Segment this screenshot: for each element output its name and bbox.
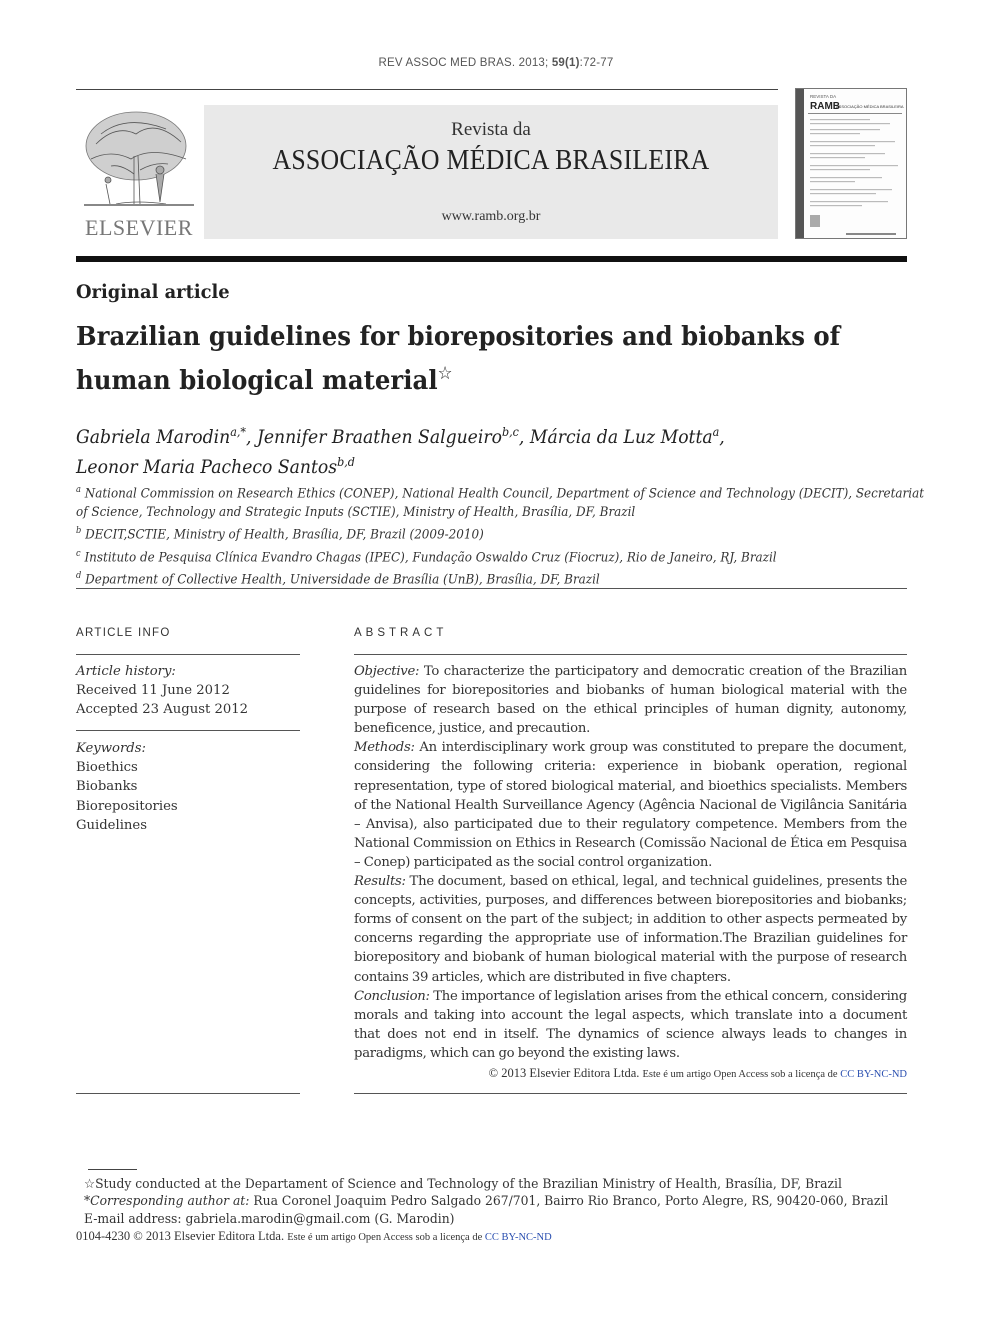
affiliation-d xyxy=(76,567,841,590)
footnote-star-icon: ☆ xyxy=(84,1177,96,1192)
affiliation-text: National Commission on Research Ethics (CONEP), National Health Council, Department of Science and Technology (DECIT), Secretariat xyxy=(84,486,925,502)
affiliations xyxy=(76,481,925,590)
accepted-date: Accepted 23 August 2012 xyxy=(76,702,249,718)
abstract-conclusion xyxy=(354,987,907,1063)
footnote-study xyxy=(84,1176,873,1193)
journal-reference xyxy=(0,57,992,69)
author-list: Gabriela Marodin$^{a,*}$, Jennifer Braathen Salgueiro$^{b,c}$, Márcia da Luz Motta$^a$, Leonor Maria Pacheco Santos$^{b,d}$ xyxy=(76,425,725,479)
author-name[interactable]: Márcia da Luz Motta xyxy=(529,427,713,449)
elsevier-logo xyxy=(76,104,202,240)
header-thick-rule xyxy=(76,256,907,262)
affiliation-mark: d xyxy=(76,571,82,582)
keywords-block xyxy=(76,739,178,835)
section-divider xyxy=(76,588,907,589)
abstract-results xyxy=(354,872,907,987)
abstract-rule xyxy=(354,654,907,655)
journal-ref-volume: 59(1) xyxy=(551,57,580,69)
abstract-body xyxy=(354,662,907,1063)
title-line-1: Brazilian guidelines for biorepositories and biobanks of xyxy=(76,321,841,352)
footnote-label: Corresponding author at: xyxy=(90,1194,250,1210)
abstract-heading: ABSTRACT xyxy=(354,627,448,639)
abstract-section-label: Objective: xyxy=(354,664,420,679)
footnote-mark: * xyxy=(84,1194,91,1210)
copyright-text: © 2013 Elsevier Editora Ltda. xyxy=(488,1066,643,1080)
affiliation-c xyxy=(76,545,841,568)
abstract-section-label: Results: xyxy=(354,874,406,890)
title-line-2: human biological material xyxy=(76,364,438,396)
affiliation-b xyxy=(76,522,841,545)
license-link[interactable]: CC BY-NC-ND xyxy=(484,1232,552,1243)
keyword: Biobanks xyxy=(76,779,138,795)
masthead-journal-name: ASSOCIAÇÃO MÉDICA BRASILEIRA xyxy=(272,145,710,176)
author-affiliation-mark[interactable]: a xyxy=(712,425,720,439)
author-name[interactable]: Gabriela Marodin xyxy=(76,427,231,449)
footnote-rule xyxy=(88,1169,137,1170)
article-info-rule xyxy=(76,654,300,655)
affiliation-mark: c xyxy=(76,548,81,559)
abstract-section-label: Methods: xyxy=(354,740,415,756)
abstract-copyright xyxy=(354,1066,907,1081)
article-history xyxy=(76,662,248,720)
elsevier-wordmark: ELSEVIER xyxy=(85,215,193,240)
affiliation-text: Instituto de Pesquisa Clínica Evandro Chagas (IPEC), Fundação Oswaldo Cruz (Fiocruz), Rio de Janeiro, RJ, Brazil xyxy=(84,549,777,565)
abstract-section-text: The document, based on ethical, legal, and technical guidelines, presents the concepts, activities, purposes, and differences between biorepositories and biobanks; forms of consent on the part of the subject; in addition to other aspects permeated by concerns regarding the appropriate use of information.The Brazilian guidelines for biorepository and biobank of human biological material with the purpose of research contains 39 articles, which are distributed in five chapters. xyxy=(354,874,907,985)
keyword: Biorepositories xyxy=(76,798,178,814)
abstract-rule xyxy=(354,1093,907,1094)
author-name[interactable]: Jennifer Braathen Salgueiro xyxy=(256,427,502,449)
abstract-objective xyxy=(354,662,907,738)
issn-copyright xyxy=(76,1229,552,1244)
affiliation-text: Department of Collective Health, Universidade de Brasília (UnB), Brasília, DF, Brazil xyxy=(85,572,600,588)
masthead-revista: Revista da xyxy=(451,119,531,140)
open-access-text: Este é um artigo Open Access sob a licença de xyxy=(642,1069,841,1080)
author-name[interactable]: Leonor Maria Pacheco Santos xyxy=(76,457,338,479)
article-history-label: Article history: xyxy=(76,664,176,679)
affiliation-mark: b xyxy=(76,525,82,536)
cover-image xyxy=(796,89,906,238)
affiliation-text: DECIT,SCTIE, Ministry of Health, Brasília, DF, Brazil (2009-2010) xyxy=(85,527,484,543)
footnote-text: Rua Coronel Joaquim Pedro Salgado 267/701, Bairro Rio Branco, Porto Alegre, RS, 90420-060, Brazil xyxy=(249,1194,889,1210)
article-info-rule xyxy=(76,730,300,731)
author-affiliation-mark[interactable]: b,c xyxy=(501,425,519,439)
cover-brand: RAMB xyxy=(810,101,840,112)
article-type-label: Original article xyxy=(76,281,230,303)
cover-top-label: REVISTA DA xyxy=(810,94,837,99)
keyword: Guidelines xyxy=(76,817,147,833)
title-footnote-star-icon[interactable]: ☆ xyxy=(437,363,453,384)
abstract-section-text: An interdisciplinary work group was constituted to prepare the document, considering the following criteria: experience in biobank operation, regional representation, type of stored biological material, and bioethics specialists. Members of the National Health Surveillance Agency (Agência Nacional de Vigilância Sanitária – Anvisa), also participated due to their regulatory competence. Members from the National Commission on Ethics in Research (Comissão Nacional de Ética em Pesquisa – Conep) participated as the social control organization. xyxy=(354,740,907,870)
received-date: Received 11 June 2012 xyxy=(76,683,230,699)
article-title xyxy=(76,318,841,399)
journal-url-link[interactable]: www.ramb.org.br xyxy=(441,209,541,224)
keywords-label: Keywords: xyxy=(76,741,146,756)
affiliation-mark: a xyxy=(76,485,81,495)
open-access-text: Este é um artigo Open Access sob a licença de xyxy=(287,1232,485,1243)
author-affiliation-mark[interactable]: b,d xyxy=(337,455,355,470)
journal-masthead xyxy=(204,105,778,239)
journal-ref-prefix: REV ASSOC MED BRAS. 2013; xyxy=(378,57,552,69)
footnote-text: Study conducted at the Departament of Science and Technology of the Brazilian Ministry of Health, Brasília, DF, Brazil xyxy=(95,1177,842,1192)
header-top-rule xyxy=(76,89,778,90)
keyword: Bioethics xyxy=(76,760,138,776)
article-info-heading: ARTICLE INFO xyxy=(76,627,171,639)
affiliation-a-cont xyxy=(76,504,841,522)
footnotes xyxy=(84,1176,914,1228)
journal-cover-thumbnail xyxy=(795,88,907,239)
issn-text: 0104-4230 © 2013 Elsevier Editora Ltda. xyxy=(76,1229,288,1243)
journal-ref-pages: :72-77 xyxy=(579,57,614,69)
affiliation-a xyxy=(76,481,925,504)
abstract-section-text: To characterize the participatory and democratic creation of the Brazilian guidelines for biorepositories and biobanks of human biological material with the purpose of research based on the ethical principles of human dignity, autonomy, beneficence, justice, and precaution. xyxy=(354,664,907,737)
author-affiliation-mark[interactable]: a,* xyxy=(230,425,247,439)
footnote-corresponding xyxy=(84,1193,889,1210)
article-info-rule xyxy=(76,1093,300,1094)
abstract-section-text: The importance of legislation arises from the ethical concern, considering morals and taking into account the legal aspects, which translate into a document that does not end in itself. The dynamics of science always leads to changes in paradigms, which can go beyond the existing laws. xyxy=(354,988,907,1061)
abstract-methods xyxy=(354,738,907,872)
footnote-email-link[interactable]: E-mail address: gabriela.marodin@gmail.com (G. Marodin) xyxy=(84,1211,455,1227)
license-link[interactable]: CC BY-NC-ND xyxy=(840,1069,907,1080)
cover-subtitle: ASSOCIAÇÃO MÉDICA BRASILEIRA xyxy=(836,104,904,109)
abstract-section-label: Conclusion: xyxy=(354,988,430,1004)
affiliation-text: of Science, Technology and Strategic Inputs (SCTIE), Ministry of Health, Brasília, DF, Brazil xyxy=(76,504,636,520)
elsevier-tree-icon xyxy=(76,104,202,240)
